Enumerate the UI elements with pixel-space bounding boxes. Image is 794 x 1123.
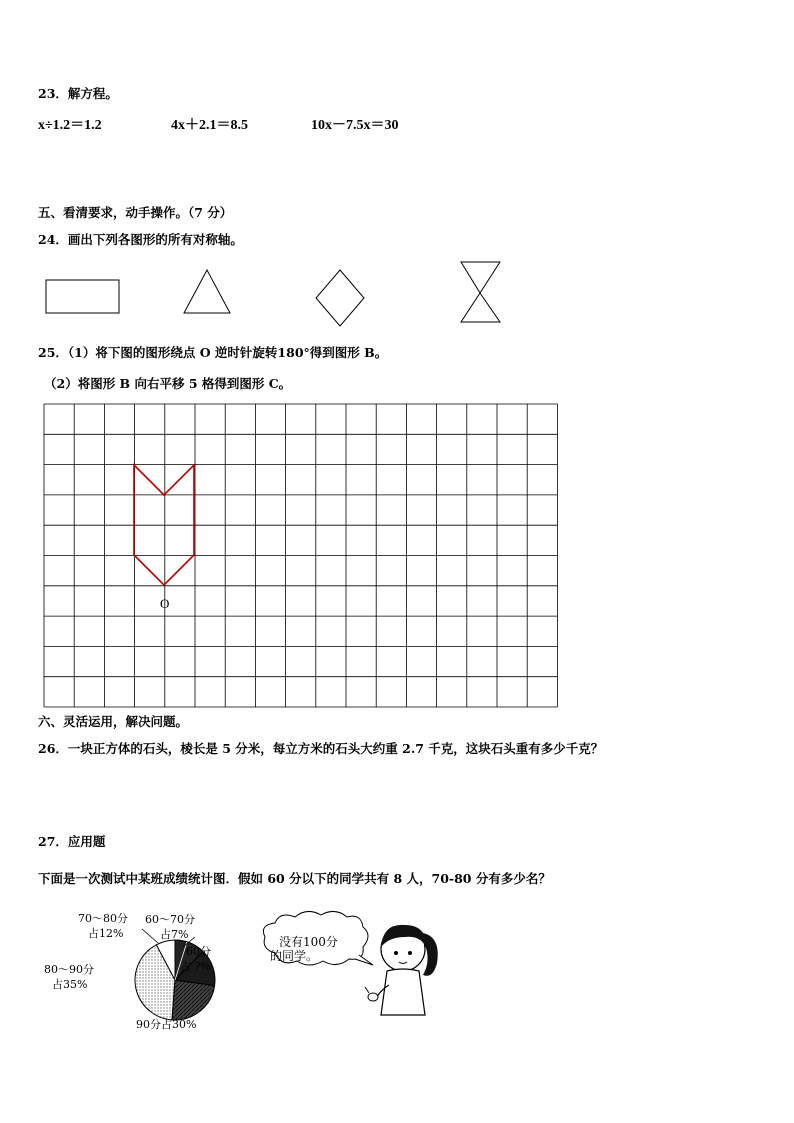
girl-body: [381, 969, 425, 1015]
speech-line1: 没有100分: [279, 935, 338, 949]
girl-illustration: [255, 905, 455, 1035]
equation-1: x÷1.2＝1.2: [38, 118, 102, 133]
section5-heading: 五、看清要求，动手操作。（7 分）: [38, 205, 233, 220]
speech-line2: 的同学。: [270, 949, 319, 963]
label-70-80-a: 70～80分: [78, 912, 128, 925]
label-80-90-b: 占35%: [52, 978, 88, 991]
label-80-90-a: 80～90分: [44, 963, 94, 976]
girl-hand: [368, 993, 378, 1001]
rotation-grid: [0, 0, 794, 320]
slice-90: [172, 980, 215, 1020]
equation-3: 10x－7.5x＝30: [311, 118, 399, 133]
q25-line1: 25．（1）将下图的图形绕点 O 逆时针旋转180°得到图形 B。: [38, 345, 388, 360]
equation-2: 4x＋2.1＝8.5: [171, 118, 248, 133]
q27-text: 下面是一次测试中某班成绩统计图．假如 60 分以下的同学共有 8 人，70-80 分有多少名？: [38, 871, 551, 886]
label-60-b: 占 ?%: [180, 960, 211, 973]
q27-title: 27．应用题: [38, 834, 106, 849]
q24-title: 24．画出下列各图形的所有对称轴。: [38, 232, 243, 247]
section6-heading: 六、灵活运用，解决问题。: [38, 714, 189, 729]
grid-lines: [44, 404, 557, 707]
label-60-70-b: 占7%: [160, 928, 189, 941]
label-90: 90分占30%: [136, 1018, 197, 1031]
label-70-80-b: 占12%: [88, 927, 124, 940]
q23-title: 23．解方程。: [38, 86, 118, 101]
label-60-a: 60分: [186, 945, 211, 958]
q25-line2: （2）将图形 B 向右平移 5 格得到图形 C。: [44, 376, 292, 391]
point-o-label: O: [160, 596, 170, 611]
q26-text: 26．一块正方体的石头，棱长是 5 分米，每立方米的石头大约重 2.7 千克，这块石头重有多少千克？: [38, 741, 604, 756]
label-60-70-a: 60～70分: [145, 913, 195, 926]
